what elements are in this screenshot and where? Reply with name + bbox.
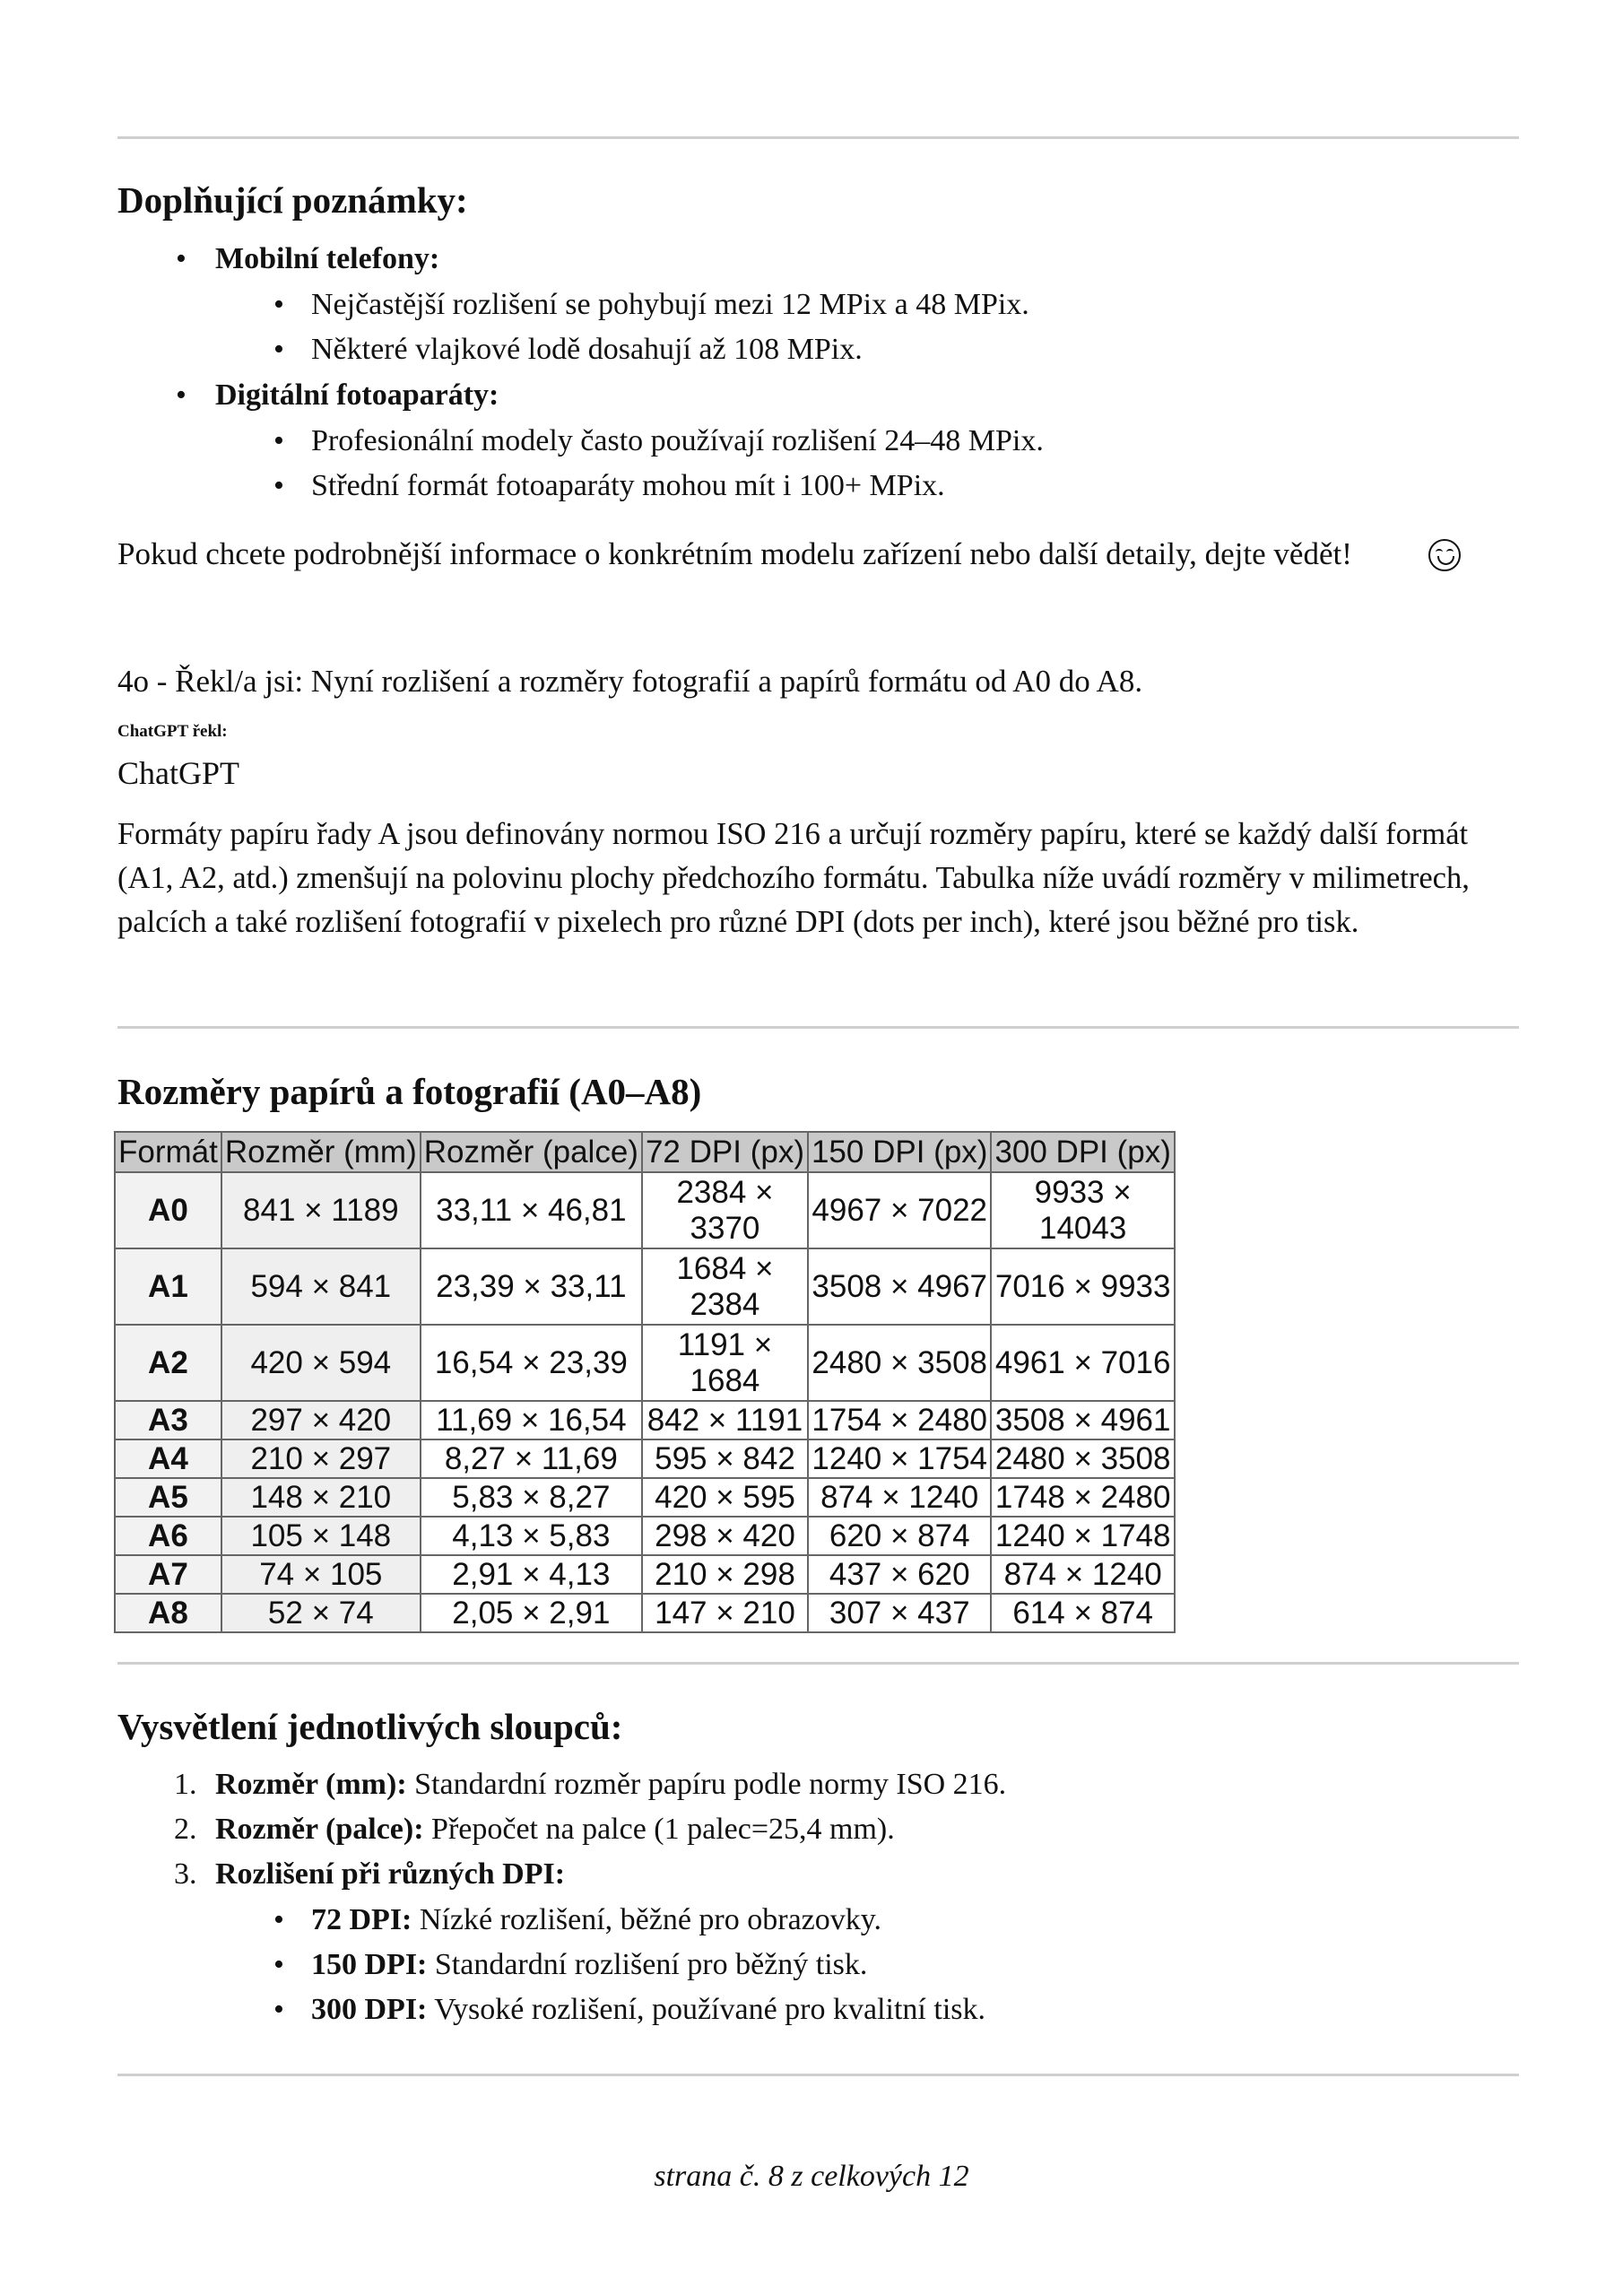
table-cell: 9933 × 14043: [991, 1172, 1174, 1248]
dpi-label: 150 DPI:: [311, 1948, 428, 1981]
notes-subitem: Profesionální modely často používají rozlišení 24–48 MPix.: [311, 424, 1044, 457]
table-cell: 1240 × 1748: [991, 1517, 1174, 1555]
col-header-format: Formát: [115, 1132, 221, 1172]
bullet: •: [273, 1948, 284, 1981]
table-cell: 595 × 842: [642, 1439, 808, 1478]
table-cell: 3508 × 4967: [808, 1248, 991, 1325]
assistant-name: ChatGPT: [117, 755, 240, 791]
table-row: [115, 1594, 1175, 1632]
table-cell: 23,39 × 33,11: [421, 1248, 642, 1325]
bullet: •: [273, 1903, 284, 1936]
table-cell: 874 × 1240: [808, 1478, 991, 1517]
table-cell: 11,69 × 16,54: [421, 1401, 642, 1439]
col-header-300dpi: 300 DPI (px): [991, 1132, 1174, 1172]
table-cell: 297 × 420: [221, 1401, 421, 1439]
table-cell: 74 × 105: [221, 1555, 421, 1594]
table-cell: 874 × 1240: [991, 1555, 1174, 1594]
table-cell: 594 × 841: [221, 1248, 421, 1325]
table-row-header: A1: [115, 1248, 221, 1325]
table-cell: 2480 × 3508: [991, 1439, 1174, 1478]
table-row-header: A3: [115, 1401, 221, 1439]
table-heading: Rozměry papírů a fotografií (A0–A8): [117, 1071, 702, 1112]
table-row: [115, 1439, 1175, 1478]
list-item-label: Rozměr (mm):: [215, 1768, 407, 1801]
bullet: •: [176, 378, 187, 412]
table-cell: 210 × 298: [642, 1555, 808, 1594]
table-row: [115, 1172, 1175, 1248]
user-prompt: 4o - Řekl/a jsi: Nyní rozlišení a rozměry fotografií a papírů formátu od A0 do A8.: [117, 664, 1143, 699]
paper-sizes-table: [114, 1131, 1176, 1633]
table-cell: 4,13 × 5,83: [421, 1517, 642, 1555]
table-cell: 210 × 297: [221, 1439, 421, 1478]
table-cell: 437 × 620: [808, 1555, 991, 1594]
notes-item-label: Mobilní telefony:: [215, 242, 440, 275]
list-number: 2.: [174, 1813, 197, 1846]
page-footer: strana č. 8 z celkových 12: [654, 2160, 969, 2193]
notes-subitem: Některé vlajkové lodě dosahují až 108 MPix.: [311, 333, 863, 366]
table-row-header: A6: [115, 1517, 221, 1555]
divider: [117, 2074, 1519, 2076]
table-cell: 7016 × 9933: [991, 1248, 1174, 1325]
dpi-label: 300 DPI:: [311, 1993, 428, 2026]
table-cell: 1191 × 1684: [642, 1325, 808, 1401]
bullet: •: [273, 333, 284, 366]
dpi-text: Standardní rozlišení pro běžný tisk.: [427, 1948, 868, 1981]
table-row: [115, 1517, 1175, 1555]
table-cell: 298 × 420: [642, 1517, 808, 1555]
notes-heading: Doplňující poznámky:: [117, 179, 468, 221]
dpi-label: 72 DPI:: [311, 1903, 412, 1936]
table-cell: 8,27 × 11,69: [421, 1439, 642, 1478]
table-cell: 2384 × 3370: [642, 1172, 808, 1248]
table-cell: 16,54 × 23,39: [421, 1325, 642, 1401]
table-cell: 841 × 1189: [221, 1172, 421, 1248]
notes-subitem: Střední formát fotoaparáty mohou mít i 100+ MPix.: [311, 469, 945, 502]
notes-subitem: Nejčastější rozlišení se pohybují mezi 12 MPix a 48 MPix.: [311, 288, 1029, 321]
dpi-item: [311, 1905, 881, 1935]
table-cell: 1748 × 2480: [991, 1478, 1174, 1517]
col-header-mm: Rozměr (mm): [221, 1132, 421, 1172]
table-cell: 3508 × 4961: [991, 1401, 1174, 1439]
bullet: •: [273, 1993, 284, 2026]
table-cell: 1240 × 1754: [808, 1439, 991, 1478]
table-row: [115, 1478, 1175, 1517]
list-number: 1.: [174, 1768, 197, 1801]
bullet: •: [273, 469, 284, 502]
table-row-header: A0: [115, 1172, 221, 1248]
table-cell: 52 × 74: [221, 1594, 421, 1632]
assistant-intro: Formáty papíru řady A jsou definovány normou ISO 216 a určují rozměry papíru, které se každý další formát (A1, A2, atd.) zmenšují na polovinu plochy předchozího formátu. Tabulka níže uvádí rozměry v milimetrech, palcích a také rozlišení fotografií v pixelech pro různé DPI (dots per inch), které jsou běžné pro tisk.: [117, 817, 1470, 939]
explain-heading: Vysvětlení jednotlivých sloupců:: [117, 1706, 623, 1747]
dpi-text: Nízké rozlišení, běžné pro obrazovky.: [412, 1903, 882, 1936]
table-cell: 1684 × 2384: [642, 1248, 808, 1325]
table-cell: 420 × 595: [642, 1478, 808, 1517]
table-cell: 2,91 × 4,13: [421, 1555, 642, 1594]
list-number: 3.: [174, 1857, 197, 1891]
table-cell: 147 × 210: [642, 1594, 808, 1632]
notes-item-label: Digitální fotoaparáty:: [215, 378, 499, 412]
list-item-label: Rozlišení při různých DPI:: [215, 1857, 566, 1891]
table-row: [115, 1555, 1175, 1594]
table-row: [115, 1248, 1175, 1325]
table-row-header: A2: [115, 1325, 221, 1401]
assistant-label: ChatGPT řekl:: [117, 722, 228, 741]
table-cell: 4961 × 7016: [991, 1325, 1174, 1401]
table-cell: 307 × 437: [808, 1594, 991, 1632]
table-cell: 33,11 × 46,81: [421, 1172, 642, 1248]
table-row: [115, 1401, 1175, 1439]
table-cell: 4967 × 7022: [808, 1172, 991, 1248]
dpi-text: Vysoké rozlišení, používané pro kvalitní tisk.: [427, 1993, 985, 2026]
table-cell: 2480 × 3508: [808, 1325, 991, 1401]
list-item: [215, 1814, 895, 1845]
table-cell: 420 × 594: [221, 1325, 421, 1401]
dpi-item: [311, 1995, 985, 2025]
divider: [117, 1026, 1519, 1029]
bullet: •: [273, 288, 284, 321]
table-row-header: A8: [115, 1594, 221, 1632]
table-cell: 620 × 874: [808, 1517, 991, 1555]
table-cell: 105 × 148: [221, 1517, 421, 1555]
col-header-72dpi: 72 DPI (px): [642, 1132, 808, 1172]
table-cell: 2,05 × 2,91: [421, 1594, 642, 1632]
divider: [117, 1662, 1519, 1665]
dpi-item: [311, 1950, 867, 1980]
col-header-150dpi: 150 DPI (px): [808, 1132, 991, 1172]
bullet: •: [176, 242, 187, 275]
col-header-inches: Rozměr (palce): [421, 1132, 642, 1172]
list-item-text: Standardní rozměr papíru podle normy ISO 216.: [406, 1768, 1007, 1801]
list-item: [215, 1770, 1006, 1800]
bullet: •: [273, 424, 284, 457]
table-row-header: A7: [115, 1555, 221, 1594]
table-cell: 5,83 × 8,27: [421, 1478, 642, 1517]
list-item-label: Rozměr (palce):: [215, 1813, 424, 1846]
list-item: [215, 1859, 565, 1890]
table-cell: 1754 × 2480: [808, 1401, 991, 1439]
list-item-text: Přepočet na palce (1 palec=25,4 mm).: [423, 1813, 895, 1846]
table-row-header: A5: [115, 1478, 221, 1517]
notes-closing: Pokud chcete podrobnější informace o konkrétním modelu zařízení nebo další detaily, dejte vědět!: [117, 536, 1352, 571]
divider-top: [117, 136, 1519, 139]
table-row: [115, 1325, 1175, 1401]
table-cell: 148 × 210: [221, 1478, 421, 1517]
table-row-header: A4: [115, 1439, 221, 1478]
table-cell: 842 × 1191: [642, 1401, 808, 1439]
smiling-face-icon: [1428, 539, 1461, 571]
table-cell: 614 × 874: [991, 1594, 1174, 1632]
